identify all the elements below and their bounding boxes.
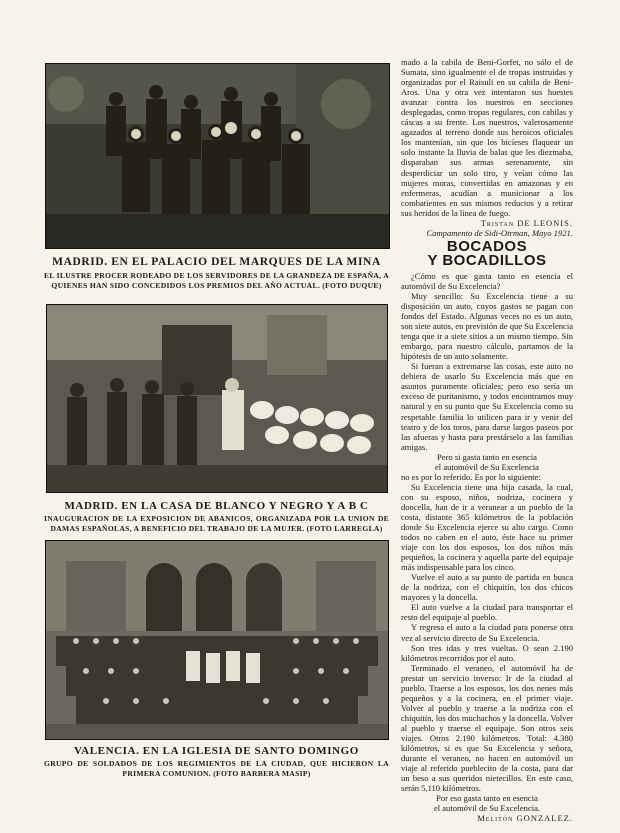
article-author: Tristan DE LEONIS. bbox=[480, 217, 573, 228]
bocados-refrain-1c: no es por lo referido. Es por lo siguiente: bbox=[401, 471, 541, 482]
bocados-p1: ¿Cómo es que gasta tanto en esencia el automóvil de Su Excelencia? bbox=[401, 270, 573, 291]
bocados-refrain-1a: Pero si gasta tanto en esencia bbox=[437, 451, 537, 462]
caption-subtitle-2: INAUGURACION DE LA EXPOSICION DE ABANICOS, ORGANIZADA POR LA UNION DE DAMAS ESPAÑOLAS, A BENEFICIO DEL TRABAJO DE LA MUJER. (FOTO LARREGLA) bbox=[44, 514, 389, 533]
bocados-p7: El auto vuelve a la ciudad para transportar el resto del equipaje al pueblo. bbox=[401, 602, 573, 623]
bocados-refrain-2a: Por eso gasta tanto en esencia bbox=[436, 793, 538, 804]
caption-subtitle-1: EL ILUSTRE PROCER RODEADO DE LOS SERVIDORES DE LA GRANDEZA DE ESPAÑA, A QUIENES HAN SIDO CONCEDIDOS LOS PREMIOS DEL AÑO ACTUAL. (FOTO DUQUE) bbox=[44, 271, 389, 290]
bocados-headline bbox=[401, 237, 573, 269]
bocados-p5: Su Excelencia tiene una hija casada, la cual, con su esposo, niños, nodriza, cocinera y doncella, han de ir a veranear a un pueblo de la costa, distante 365 kilómetros de la población donde Su Excelencia ejerce su alto cargo. Como todos no caben en el auto, éste hace su primer viaje con los dos esposos, los dos niños más pequeños, la cocinera y aquella parte del equipaje más indispensable para los cinco. bbox=[401, 481, 573, 573]
bocados-refrain-2b: el automóvil de Su Excelencia. bbox=[433, 803, 541, 814]
bocados-author: Melitón GONZALEZ. bbox=[477, 813, 573, 824]
bocados-p2: Muy sencillo: Su Excelencia tiene a su disposición un auto, cuyos gastos se pagan con fondos del Estado. Algunas veces no es un auto, son siete autos, en previsión de que Su Excelencia tenga que ir a siete sitios a un mismo tiempo. Sin embargo, para nuestro cálculo, partamos de la hipótesis de un auto solamente. bbox=[401, 290, 573, 362]
photo-exposicion-abanicos-image bbox=[47, 305, 387, 492]
photo-palacio-marques-image bbox=[46, 64, 389, 248]
photo-santo-domingo-image bbox=[46, 541, 388, 739]
bocados-p9: Son tres idas y tres vueltas. O sean 2.190 kilómetros recorridos por el auto. bbox=[401, 642, 573, 663]
article-place: Campamento de Sidi-Otrman, Mayo 1921. bbox=[426, 227, 573, 238]
photo-exposicion-abanicos bbox=[46, 304, 388, 493]
caption-title-2: MADRID. EN LA CASA DE BLANCO Y NEGRO Y A B C bbox=[64, 500, 369, 512]
photo-santo-domingo bbox=[45, 540, 389, 740]
caption-title-1: MADRID. EN EL PALACIO DEL MARQUES DE LA MINA bbox=[52, 256, 381, 268]
headline-line-2: Y BOCADILLOS bbox=[427, 251, 547, 269]
bocados-refrain-1b: el automóvil de Su Excelencia bbox=[435, 461, 539, 472]
photo-palacio-marques bbox=[45, 63, 390, 249]
article-end-text: mado a la cabila de Beni-Gorfet, no sólo el de Sumata, sino igualmente el de tropas instruidas y organizadas por el Raisuli en su cabila de Beni-Aros. Una y otra vez intentaron sus huestes avanzar contra los nuestros en secciones desplegadas, como tropas regulares, con cabilas y cáscas a su frente. Los nuestros, valerosamente agazados al terreno donde sus heroicos oficiales los mantenían, sin que los bicíeses flaquear un solo instante la lluvia de balas que les diezmaba, disparaban sus armas serenamente, sin desperdiciar un solo tiro, y veían cómo las mujeres moras, convertidas en amazonas y en enfermeras, acudían a municionar a los combatientes en sus mismos reductos y a retirar sus heridos de la línea de fuego. bbox=[401, 57, 573, 218]
caption-subtitle-3: GRUPO DE SOLDADOS DE LOS REGIMIENTOS DE LA CIUDAD, QUE HICIERON LA PRIMERA COMUNION. (FOTO BARBERA MASIP) bbox=[44, 759, 389, 778]
bocados-p8: Y regresa el auto a la ciudad para ponerse otra vez al servicio directo de Su Excelencia. bbox=[401, 622, 573, 643]
text-column bbox=[401, 57, 573, 823]
bocados-p3: Si fueran a extremarse las cosas, este auto no debiera de usarlo Su Excelencia más que en asuntos puramente oficiales; pero eso sería un exceso de puritanismo, y todos encontramos muy natural y en su punto que Su Excelencia como su respetable familia lo utilicen para ir y venir del teatro y de los toros, para darse largos paseos por las afueras y hasta para prestárselo a las familias amigas. bbox=[401, 361, 573, 452]
bocados-p6: Vuelve el auto a su punto de partida en busca de la nodriza, con el chiquitín, los dos chicos mayores y la doncella. bbox=[401, 572, 573, 603]
headline-line-1: BOCADOS bbox=[446, 237, 528, 255]
bocados-p10: Terminado el veraneo, el automóvil ha de prestar un servicio inverso: Ir de la ciudad al pueblo. Traerse a los esposos, los dos nenes más pequeños y a la cocinera, en el primer viaje. Volver al pueblo y traerse a la nodriza con el chiquitín, los dos muchachos y la doncella. Volver al pueblo y traerse el equipaje. Son otros seis viajes. Otros 2.190 kilómetros. Total: 4.380 kilómetros, si es que Su Excelencia y señora, durante el veraneo, no hacen en automóvil un viaje al referido pueblecito de la costa, para dar un beso a sus queridos nietecillos. En este caso, serán 5.110 kilómetros. bbox=[401, 662, 573, 794]
caption-title-3: VALENCIA. EN LA IGLESIA DE SANTO DOMINGO bbox=[74, 745, 359, 757]
